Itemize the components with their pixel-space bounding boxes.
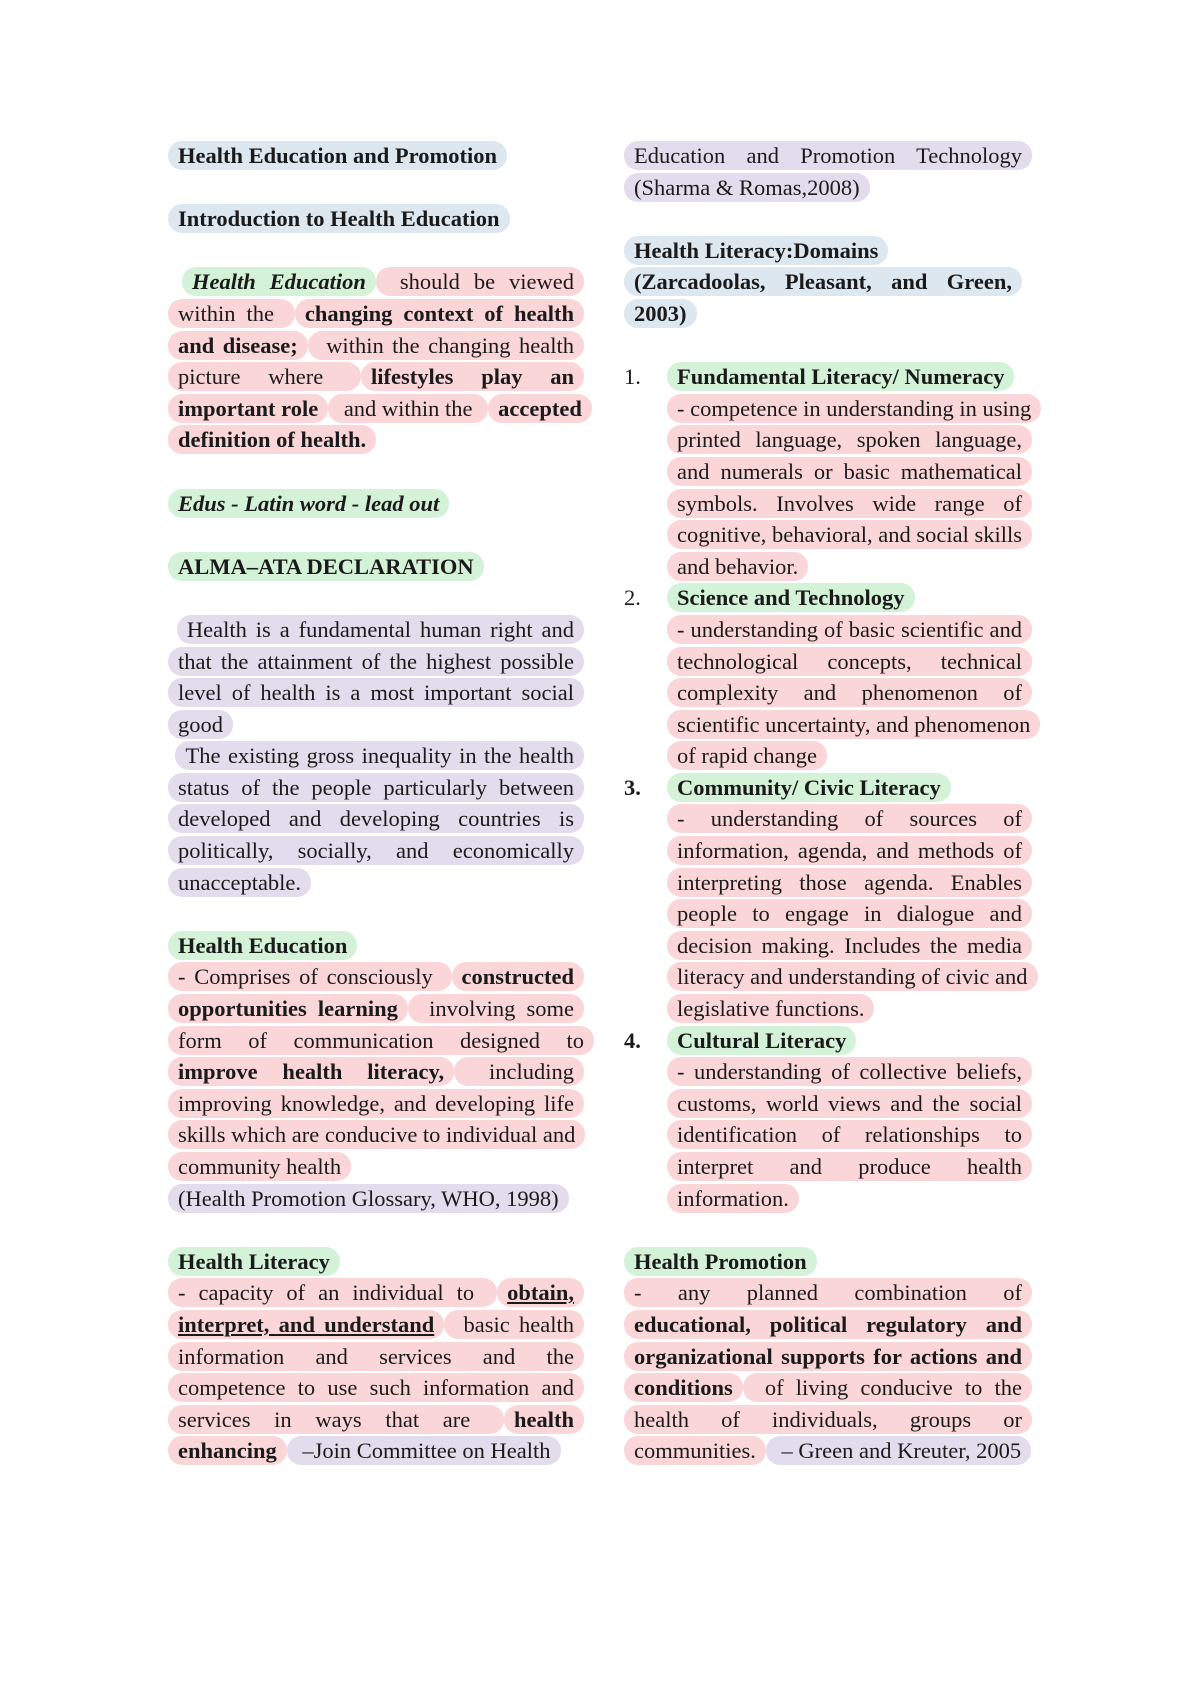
domain-item-1 [624,361,1032,582]
hp-citation: – Green and Kreuter, 2005 [766,1436,1031,1465]
alma-ata-statement-2 [168,740,584,898]
health-literacy-body [168,1277,584,1467]
para1-text-2: within the changing health picture where [168,331,584,392]
document-title-block [168,140,584,172]
domain-number: 2. [624,585,641,611]
hp-bold: educational, political regulatory and organizational supports for actions and conditions [624,1310,1032,1402]
para1-text-3: and within the [328,394,488,423]
hl-bold: health enhancing [168,1405,584,1466]
alma-ata-statement-1 [168,614,584,740]
health-education-definition [168,266,584,456]
para1-bold-1: changing context of health and disease; [168,299,584,360]
health-education-body [168,961,584,1182]
hl-text-2: basic health information and services and the competence to use such information and services in ways that are [168,1310,584,1434]
health-education-heading-block [168,930,584,962]
health-education-citation [168,1183,584,1215]
hp-text-2: of living conducive to the health of individuals, groups or communities. [624,1373,1032,1465]
continued-text: Education and Promotion Technology (Sharma & Romas,2008) [624,141,1032,202]
intro-heading-block [168,203,584,235]
domain-item-4 [624,1025,1032,1215]
health-literacy-heading-block [168,1246,584,1278]
domain-text: - competence in understanding in using printed language, spoken language, and numerals or basic mathematical symbols. Involves wide range of cognitive, behavioral, and social skills and behavior. [667,394,1041,581]
left-column [168,140,584,1467]
para1-bold-2: lifestyles play an important role [168,362,584,423]
domain-number: 4. [624,1027,641,1053]
intro-heading: Introduction to Health Education [168,204,510,233]
domains-heading: Health Literacy:Domains [624,236,888,265]
he-citation: (Health Promotion Glossary, WHO, 1998) [168,1184,569,1213]
domain-item-2 [624,582,1032,772]
health-literacy-heading: Health Literacy [168,1247,340,1276]
right-column [624,140,1032,1467]
health-promotion-heading-block [624,1246,1032,1278]
domain-text: - understanding of collective beliefs, customs, world views and the social identification of relationships to interpret and produce health information. [667,1057,1032,1212]
health-education-term: Health Education [182,267,376,296]
domain-number: 1. [624,364,641,390]
domain-title: Science and Technology [667,583,915,612]
he-text-3: including improving knowledge, and developing life skills which are conducive to individual and community health [168,1057,585,1181]
hl-text-1: - capacity of an individual to [168,1278,497,1307]
he-text-1: - Comprises of consciously [168,962,452,991]
he-bold-1: constructed opportunities learning [168,962,584,1023]
document-title: Health Education and Promotion [168,141,507,170]
alma-ata-text-1: Health is a fundamental human right and that the attainment of the highest possible level of health is a most important social good [168,615,584,739]
alma-ata-heading-block [168,551,584,583]
hl-underline: obtain, interpret, and understand [168,1278,584,1339]
domain-title: Community/ Civic Literacy [667,773,951,802]
domain-text: - understanding of basic scientific and technological concepts, technical complexity and phenomenon of scientific uncertainty, and phenomenon of rapid change [667,615,1040,770]
he-text-2: involving some form of communication designed to [168,994,594,1055]
alma-ata-text-2: The existing gross inequality in the health status of the people particularly between developed and developing countries is politically, socially, and economically unacceptable. [168,741,584,896]
hp-text-1: - any planned combination of [624,1278,1032,1307]
domains-citation: (Zarcadoolas, Pleasant, and Green, 2003) [624,267,1022,328]
alma-ata-heading: ALMA–ATA DECLARATION [168,552,484,581]
para1-bold-3: accepted definition of health. [168,394,592,455]
para1-text-1: should be viewed within the [168,267,584,328]
health-promotion-heading: Health Promotion [624,1247,817,1276]
hl-text-3: –Join Committee on Health [287,1436,561,1465]
domains-heading-block [624,235,1032,267]
edus-line [168,488,584,520]
domain-title: Cultural Literacy [667,1026,856,1055]
domain-title: Fundamental Literacy/ Numeracy [667,362,1014,391]
domain-item-3 [624,772,1032,1025]
domains-citation-block [624,266,1032,329]
continued-citation [624,140,1032,203]
domain-text: - understanding of sources of information, agenda, and methods of interpreting those agenda. Enables people to engage in dialogue and decision making. Includes the media literacy and understanding of civic and legislative functions. [667,804,1038,1023]
edus-etymology: Edus - Latin word - lead out [168,489,449,518]
domain-number: 3. [624,774,641,800]
health-promotion-body [624,1277,1032,1467]
he-bold-2: improve health literacy, [168,1057,454,1086]
health-education-heading: Health Education [168,931,357,960]
